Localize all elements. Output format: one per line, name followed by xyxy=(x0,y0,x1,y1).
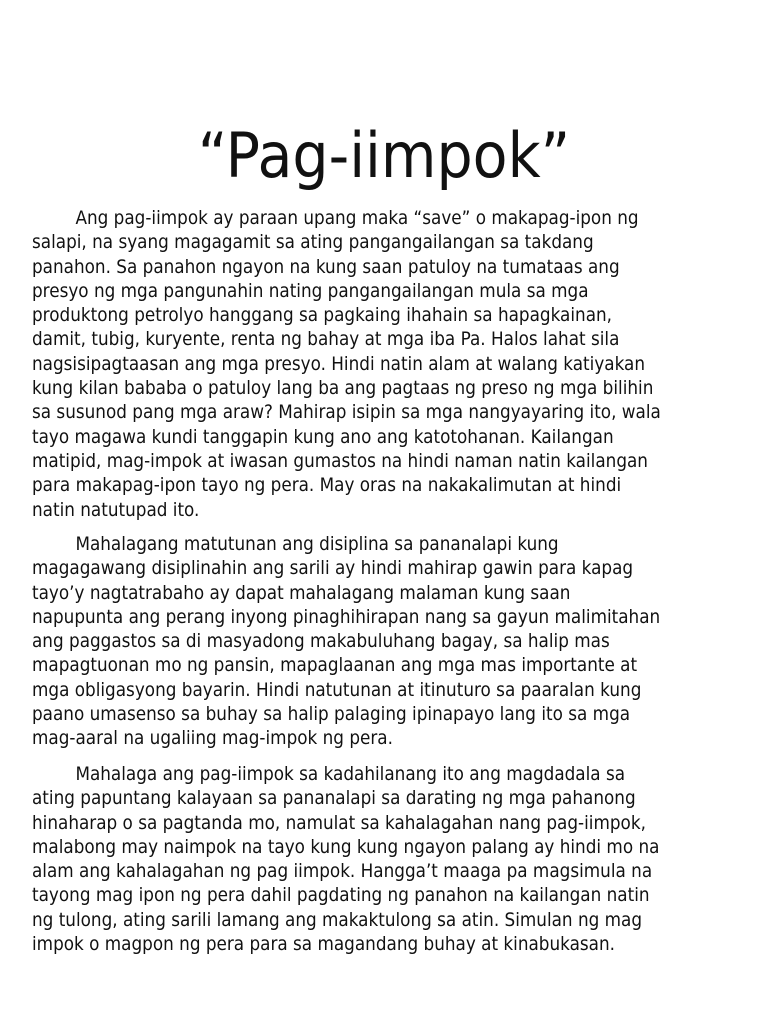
text-line: sa susunod pang mga araw? Mahirap isipin sa mga nangyayaring ito, wala xyxy=(32,402,661,424)
text-line: mapagtuonan mo ng pansin, mapaglaanan ang mga mas importante at xyxy=(32,655,638,677)
text-line: ating papuntang kalayaan sa pananalapi sa darating ng mga pahanong xyxy=(32,788,636,810)
text-line: Mahalagang matutunan ang disiplina sa pananalapi kung xyxy=(75,534,559,555)
text-line: panahon. Sa panahon ngayon na kung saan patuloy na tumataas ang xyxy=(32,256,620,278)
text-line: Mahalaga ang pag-iimpok sa kadahilanang ito ang magdadala sa xyxy=(75,764,626,785)
text-line: salapi, na syang magagamit sa ating pangangailangan sa takdang xyxy=(32,232,594,254)
paragraph-1 xyxy=(32,207,752,523)
text-line: malabong may naimpok na tayo kung kung ngayon palang ay hindi mo na xyxy=(32,836,660,858)
text-line: Ang pag-iimpok ay paraan upang maka “save” o makapag-ipon ng xyxy=(75,208,639,229)
text-line: presyo ng mga pangunahin nating pangangailangan mula sa mga xyxy=(32,280,589,302)
text-line: magagawang disiplinahin ang sarili ay hindi mahirap gawin para kapag xyxy=(32,558,634,580)
text-line: tayong mag ipon ng pera dahil pagdating ng panahon na kailangan natin xyxy=(32,885,650,907)
paragraph-2 xyxy=(32,533,752,752)
text-line: damit, tubig, kuryente, renta ng bahay at mga iba Pa. Halos lahat sila xyxy=(32,329,620,351)
text-line: matipid, mag-impok at iwasan gumastos na hindi naman natin kailangan xyxy=(32,450,648,472)
text-line: mag-aaral na ugaliing mag-impok ng pera. xyxy=(32,728,393,750)
text-line: impok o magpon ng pera para sa magandang buhay at kinabukasan. xyxy=(32,934,616,956)
text-line: paano umasenso sa buhay sa halip palaging ipinapayo lang ito sa mga xyxy=(32,704,631,726)
document-title: “Pag-iimpok” xyxy=(197,119,571,192)
text-line: alam ang kahalagahan ng pag iimpok. Hangga’t maaga pa magsimula na xyxy=(32,861,653,883)
text-line: mga obligasyong bayarin. Hindi natutunan at itinuturo sa paaralan kung xyxy=(32,679,642,701)
text-line: tayo’y nagtatrabaho ay dapat mahalagang malaman kung saan xyxy=(32,582,571,604)
paragraph-3 xyxy=(32,763,752,957)
text-line: produktong petrolyo hanggang sa pagkaing ihahain sa hapagkainan, xyxy=(32,305,613,327)
text-line: napupunta ang perang inyong pinaghihirapan nang sa gayun malimitahan xyxy=(32,606,661,628)
text-line: para makapag-ipon tayo ng pera. May oras na nakakalimutan at hindi xyxy=(32,475,622,497)
text-line: hinaharap o sa pagtanda mo, namulat sa kahalagahan nang pag-iimpok, xyxy=(32,812,646,834)
text-line: tayo magawa kundi tanggapin kung ano ang katotohanan. Kailangan xyxy=(32,426,614,448)
text-line: kung kilan bababa o patuloy lang ba ang pagtaas ng preso ng mga bilihin xyxy=(32,378,654,400)
text-line: ng tulong, ating sarili lamang ang makaktulong sa atin. Simulan ng mag xyxy=(32,909,643,931)
text-line: natin natutupad ito. xyxy=(32,499,200,521)
text-line: nagsisipagtaasan ang mga presyo. Hindi natin alam at walang katiyakan xyxy=(32,353,646,375)
text-line: ang paggastos sa di masyadong makabuluhang bagay, sa halip mas xyxy=(32,631,610,653)
